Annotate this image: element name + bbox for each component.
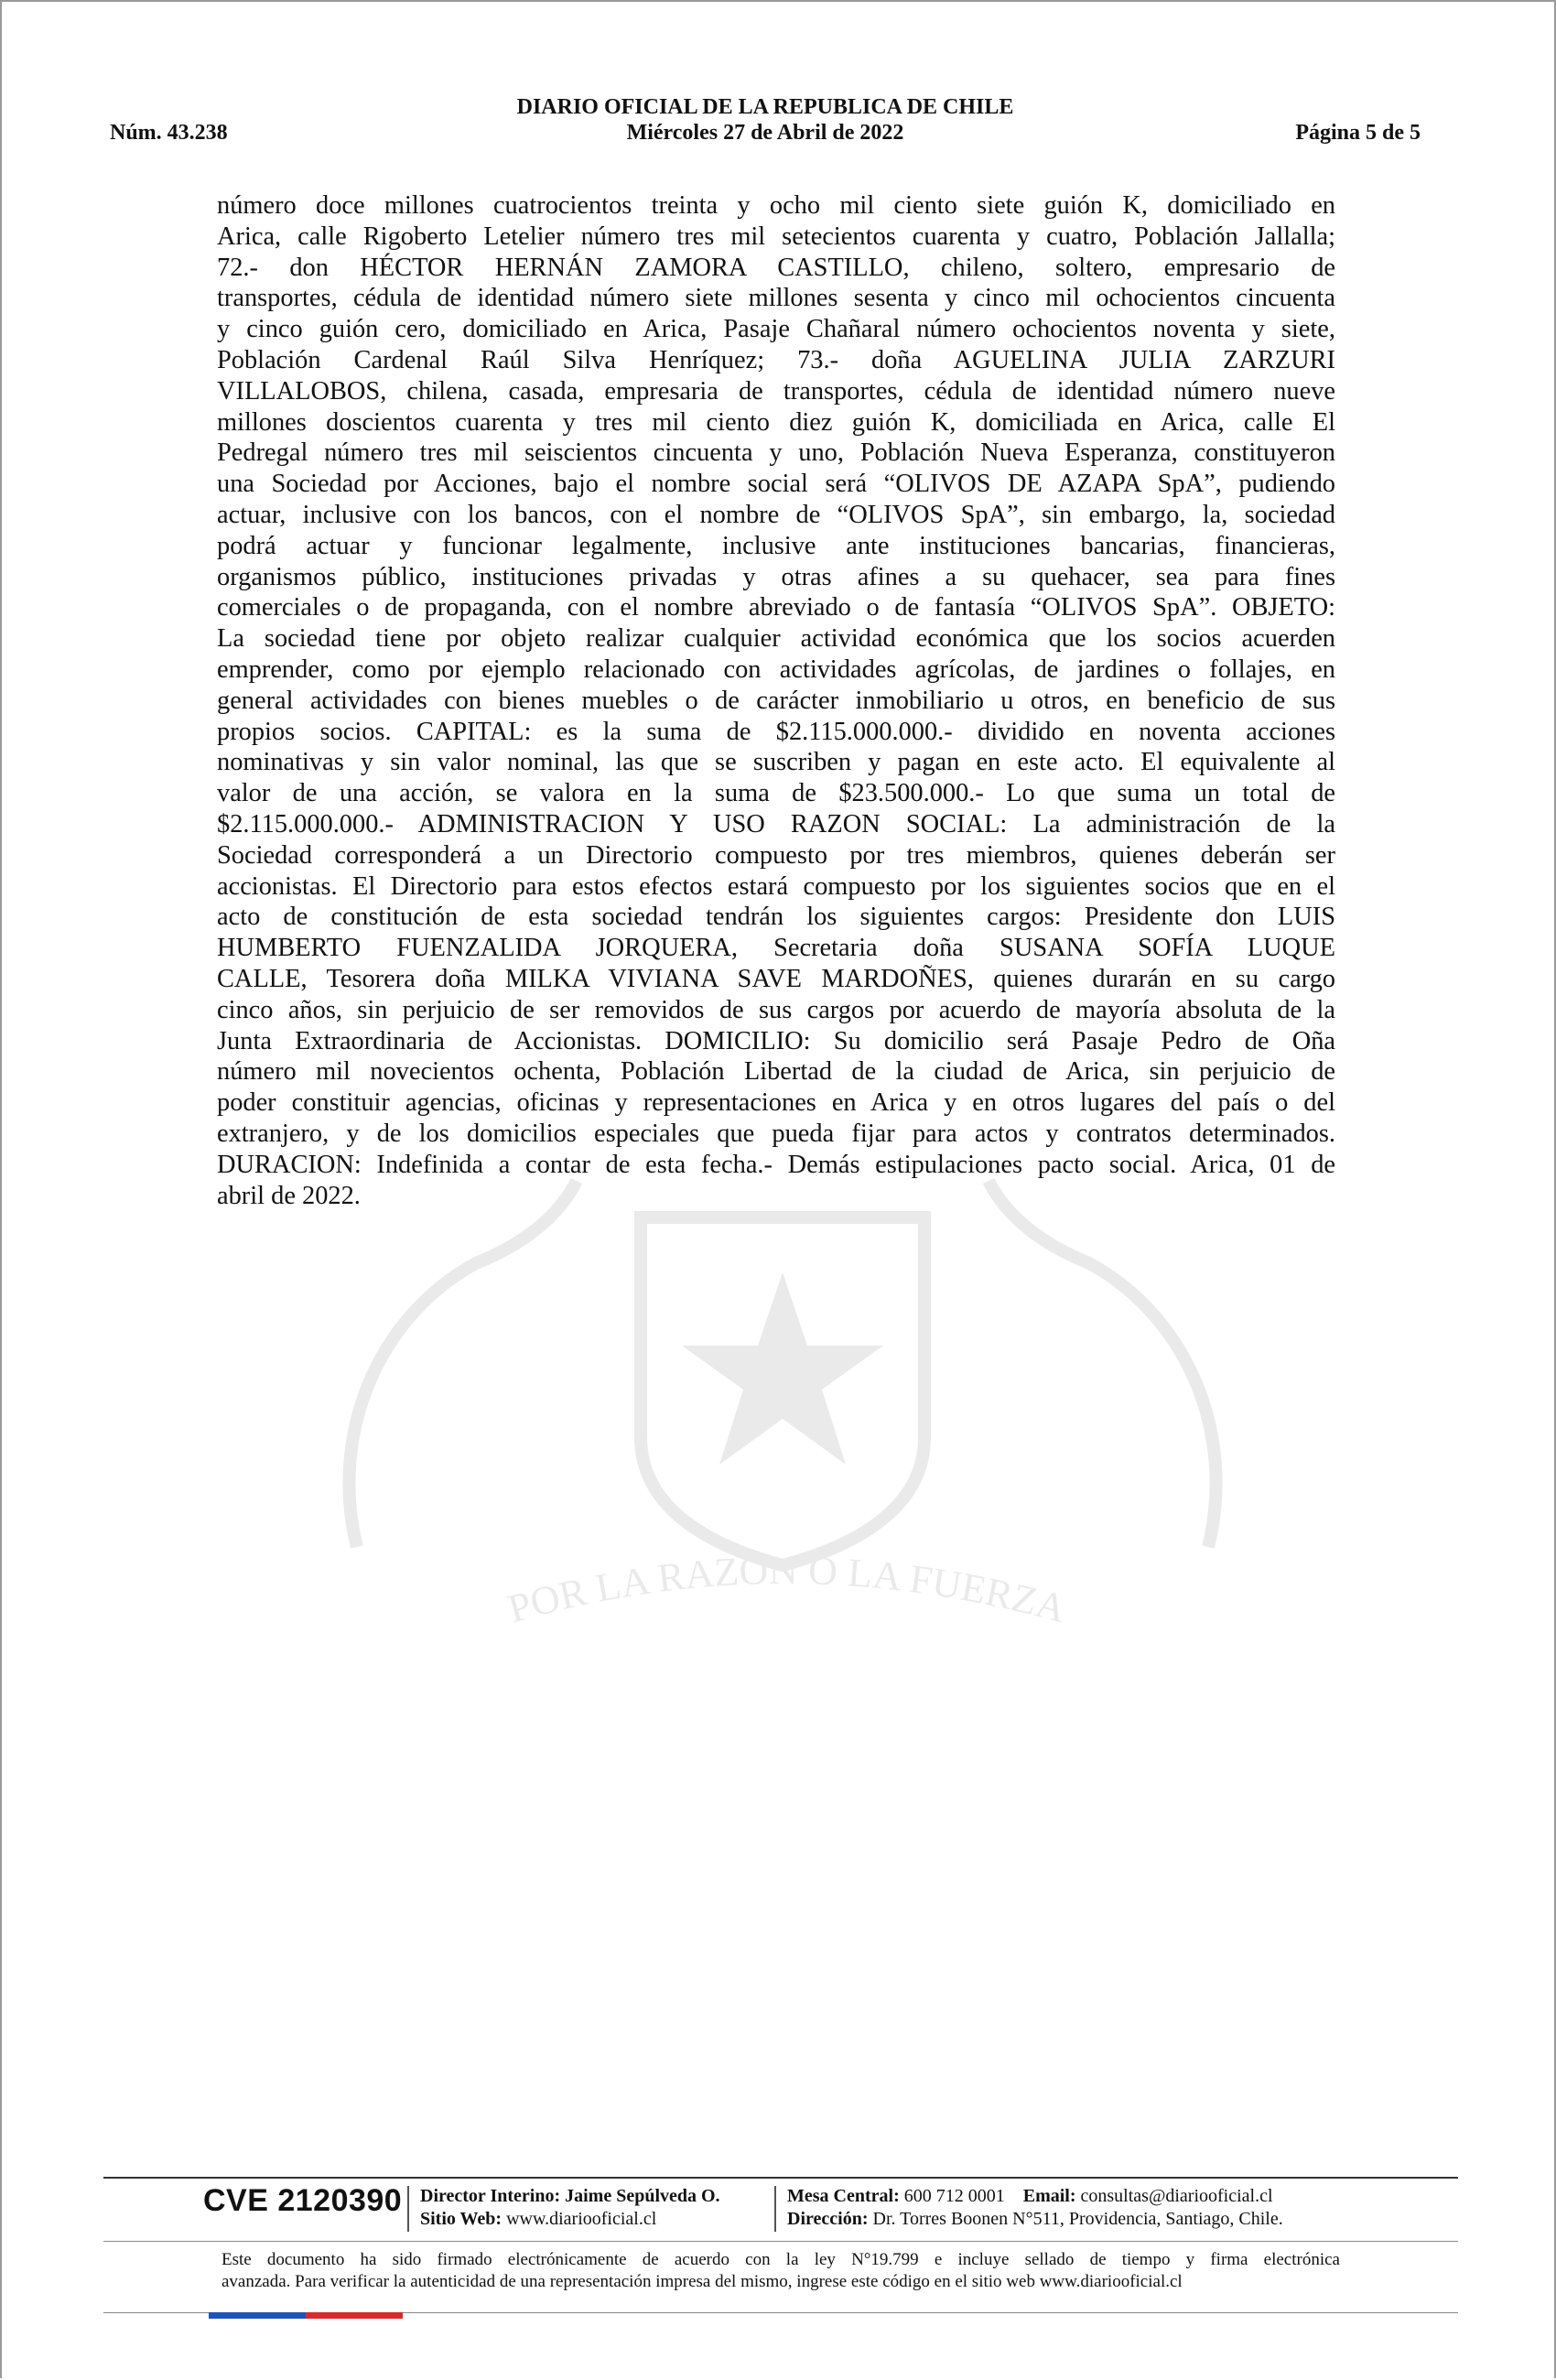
page-number: Página 5 de 5 — [1295, 121, 1421, 145]
body-text-line: emprender, como por ejemplo relacionado con actividades agrícolas, de jardines o follajes, en — [217, 654, 1335, 684]
body-text-line: propios socios. CAPITAL: es la suma de $2.115.000.000.- dividido en noventa acciones — [217, 717, 1335, 746]
address-value: Dr. Torres Boonen N°511, Providencia, Santiago, Chile. — [872, 2209, 1283, 2229]
footer-contact-block — [787, 2185, 1283, 2231]
website-label: Sitio Web: — [420, 2209, 502, 2229]
signature-note-line: avanzada. Para verificar la autenticidad de una representación impresa del mismo, ingrese este código en el sitio web www.diariooficial.cl — [222, 2272, 1183, 2291]
body-text-line: 72.- don HÉCTOR HERNÁN ZAMORA CASTILLO, chileno, soltero, empresario de — [217, 253, 1335, 282]
email-label: Email: — [1022, 2186, 1076, 2206]
flag-stripe-red — [306, 2312, 403, 2319]
issue-number: Núm. 43.238 — [110, 121, 228, 145]
document-body — [217, 190, 1335, 1211]
page-header — [110, 92, 1421, 156]
coat-of-arms-watermark — [247, 1163, 1318, 1675]
watermark-motto: POR LA RAZON O LA FUERZA — [502, 1547, 1071, 1632]
body-text-line: y cinco guión cero, domiciliado en Arica, Pasaje Chañaral número ochocientos noventa y siete, — [217, 315, 1335, 344]
body-text-line: Pedregal número tres mil seiscientos cincuenta y uno, Población Nueva Esperanza, constituyeron — [217, 438, 1335, 468]
body-text-line: acto de constitución de esta sociedad tendrán los siguientes cargos: Presidente don LUIS — [217, 903, 1335, 932]
footer-mid-rule — [103, 2241, 1458, 2242]
body-text-line: La sociedad tiene por objeto realizar cualquier actividad económica que los socios acuerden — [217, 624, 1335, 654]
body-text-line: organismos público, instituciones privadas y otras afines a su quehacer, sea para fines — [217, 562, 1335, 591]
website-link[interactable]: www.diariooficial.cl — [506, 2209, 657, 2229]
footer-director-block — [420, 2185, 720, 2231]
body-text-line: millones doscientos cuarenta y tres mil ciento diez guión K, domiciliada en Arica, calle El — [217, 407, 1335, 437]
body-text-line: Arica, calle Rigoberto Letelier número tres mil setecientos cuarenta y cuatro, Población Jallalla; — [217, 222, 1335, 251]
body-text-line: Sociedad corresponderá a un Directorio compuesto por tres miembros, quienes deberán ser — [217, 840, 1335, 870]
body-text-line: Junta Extraordinaria de Accionistas. DOMICILIO: Su domicilio será Pasaje Pedro de Oña — [217, 1026, 1335, 1055]
newspaper-title: DIARIO OFICIAL DE LA REPUBLICA DE CHILE — [516, 95, 1014, 119]
flag-stripe-blue — [209, 2312, 306, 2319]
body-text-line: VILLALOBOS, chilena, casada, empresaria de transportes, cédula de identidad número nueve — [217, 376, 1335, 406]
body-text-line: comerciales o de propaganda, con el nombre abreviado o de fantasía “OLIVOS SpA”. OBJETO: — [217, 593, 1335, 622]
body-text-line: abril de 2022. — [217, 1181, 361, 1210]
signature-note — [222, 2249, 1340, 2293]
issue-date: Miércoles 27 de Abril de 2022 — [626, 121, 904, 145]
footer-top-rule — [103, 2177, 1458, 2179]
body-text-line: $2.115.000.000.- ADMINISTRACION Y USO RAZON SOCIAL: La administración de la — [217, 809, 1335, 838]
body-text-line: actuar, inclusive con los bancos, con el nombre de “OLIVOS SpA”, sin embargo, la, sociedad — [217, 500, 1335, 529]
body-text-line: podrá actuar y funcionar legalmente, inclusive ante instituciones bancarias, financieras, — [217, 531, 1335, 560]
body-text-line: poder constituir agencias, oficinas y representaciones en Arica y en otros lugares del país o del — [217, 1088, 1335, 1118]
body-text-line: número mil novecientos ochenta, Población Libertad de la ciudad de Arica, sin perjuicio de — [217, 1057, 1335, 1087]
body-text-line: extranjero, y de los domicilios especiales que pueda fijar para actos y contratos determinados. — [217, 1119, 1335, 1148]
footer-divider — [407, 2186, 409, 2232]
body-text-line: nominativas y sin valor nominal, las que se suscriben y pagan en este acto. El equivalente al — [217, 748, 1335, 777]
address-label: Dirección: — [787, 2209, 869, 2229]
footer-divider — [774, 2186, 776, 2232]
body-text-line: número doce millones cuatrocientos treinta y ocho mil ciento siete guión K, domiciliado en — [217, 191, 1335, 220]
body-text-line: valor de una acción, se valora en la suma de $23.500.000.- Lo que suma un total de — [217, 779, 1335, 808]
email-link[interactable]: consultas@diariooficial.cl — [1080, 2186, 1273, 2206]
central-label: Mesa Central: — [787, 2186, 900, 2206]
body-text-line: HUMBERTO FUENZALIDA JORQUERA, Secretaria doña SUSANA SOFÍA LUQUE — [217, 934, 1335, 963]
body-text-line: una Sociedad por Acciones, bajo el nombre social será “OLIVOS DE AZAPA SpA”, pudiendo — [217, 470, 1335, 499]
body-text-line: DURACION: Indefinida a contar de esta fecha.- Demás estipulaciones pacto social. Arica, 01 de — [217, 1150, 1335, 1179]
signature-note-line: Este documento ha sido firmado electrónicamente de acuerdo con la ley N°19.799 e incluye sellado de tiempo y firma electrónica — [222, 2250, 1340, 2269]
body-text-line: cinco años, sin perjuicio de ser removidos de sus cargos por acuerdo de mayoría absoluta de la — [217, 995, 1335, 1024]
director-label: Director Interino: Jaime Sepúlveda O. — [420, 2186, 720, 2206]
body-text-line: CALLE, Tesorera doña MILKA VIVIANA SAVE MARDOÑES, quienes durarán en su cargo — [217, 964, 1335, 993]
body-text-line: transportes, cédula de identidad número siete millones sesenta y cinco mil ochocientos cincuenta — [217, 284, 1335, 313]
cve-code: CVE 2120390 — [203, 2183, 403, 2218]
body-text-line: general actividades con bienes muebles o de carácter inmobiliario u otros, en beneficio de sus — [217, 686, 1335, 715]
body-text-line: Población Cardenal Raúl Silva Henríquez; 73.- doña AGUELINA JULIA ZARZURI — [217, 345, 1335, 374]
central-phone: 600 712 0001 — [903, 2186, 1005, 2206]
body-text-line: accionistas. El Directorio para estos efectos estará compuesto por los siguientes socios que en el — [217, 871, 1335, 901]
